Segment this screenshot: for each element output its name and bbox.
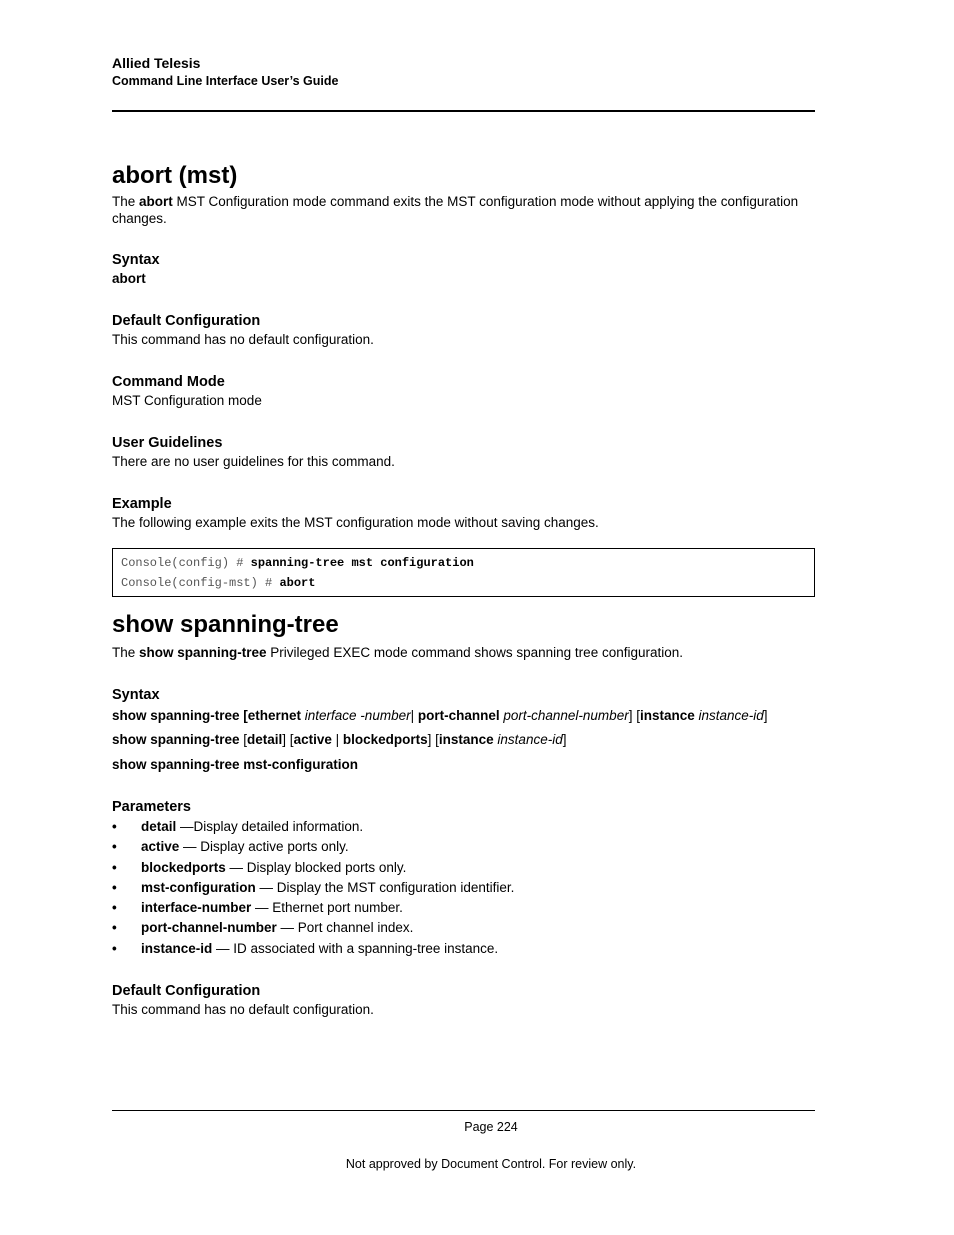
abort-default-heading: Default Configuration — [112, 313, 261, 329]
footer-divider — [112, 1110, 815, 1111]
abort-example-heading: Example — [112, 496, 172, 512]
code-line: Console(config) # spanning-tree mst configuration — [121, 556, 474, 570]
review-note: Not approved by Document Control. For review only. — [345, 1157, 637, 1171]
abort-mode-text: MST Configuration mode — [112, 393, 262, 408]
show-syntax-line-1: show spanning-tree [ethernet interface -number| port-channel port-channel-number] [instance instance-id] — [112, 708, 768, 723]
abort-guidelines-heading: User Guidelines — [112, 435, 223, 451]
list-item: • instance-id — ID associated with a spanning-tree instance. — [112, 940, 499, 956]
abort-syntax: abort — [112, 271, 146, 286]
show-params-heading: Parameters — [112, 799, 191, 815]
content-flow — [112, 160, 815, 1018]
abort-example-text: The following example exits the MST configuration mode without saving changes. — [112, 515, 599, 530]
list-item: • blockedports — Display blocked ports only. — [112, 859, 407, 875]
show-intro-cmd: show spanning-tree — [139, 645, 267, 660]
show-title: show spanning-tree — [112, 611, 339, 638]
show-default-heading: Default Configuration — [112, 983, 261, 1000]
show-default-text: This command has no default configuration. — [112, 1002, 374, 1018]
abort-syntax-heading: Syntax — [112, 252, 160, 268]
show-intro: The show spanning-tree Privileged EXEC mode command shows spanning tree configuration. — [112, 645, 684, 660]
abort-intro: The abort MST Configuration mode command exits the MST configuration mode without applying the configuration changes. — [112, 194, 799, 226]
code-line: Console(config-mst) # abort — [121, 576, 316, 590]
show-syntax-line-3: show spanning-tree mst-configuration — [112, 757, 359, 772]
code-example-box — [112, 548, 815, 597]
parameter-list — [112, 817, 815, 959]
show-syntax-line-2: show spanning-tree [detail] [active | blockedports] [instance instance-id] — [112, 732, 567, 747]
list-item: • interface-number — Ethernet port number. — [112, 900, 403, 916]
abort-title: abort (mst) — [112, 162, 238, 189]
list-item: • detail —Display detailed information. — [112, 819, 364, 834]
list-item: • port-channel-number — Port channel index. — [112, 920, 414, 936]
abort-guidelines-text: There are no user guidelines for this command. — [112, 454, 395, 469]
page-number: Page 224 — [464, 1120, 518, 1134]
abort-mode-heading: Command Mode — [112, 374, 225, 390]
header-divider — [112, 110, 815, 112]
list-item: • active — Display active ports only. — [112, 839, 349, 855]
abort-default-text: This command has no default configuration. — [112, 332, 374, 347]
header-guide-title: Command Line Interface User’s Guide — [112, 74, 339, 88]
header-company: Allied Telesis — [112, 55, 201, 71]
list-item: • mst-configuration — Display the MST configuration identifier. — [112, 879, 515, 895]
abort-intro-cmd: abort — [139, 194, 173, 209]
show-syntax-heading: Syntax — [112, 687, 160, 703]
